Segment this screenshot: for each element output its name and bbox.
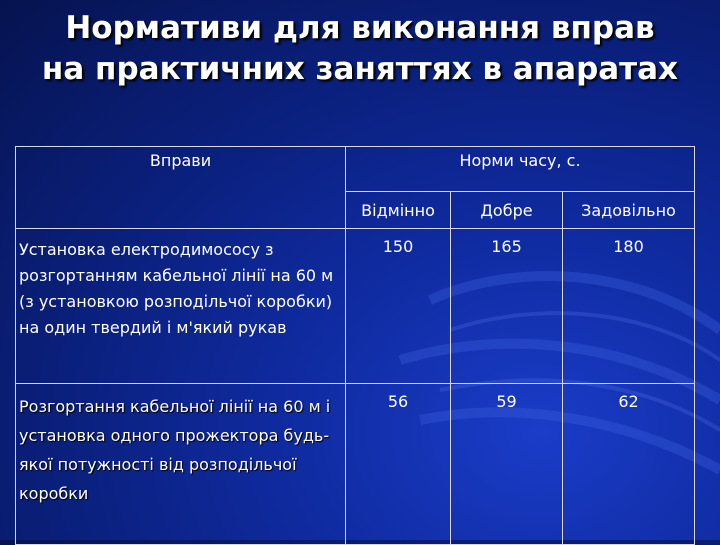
header-time-norms: Норми часу, с. [346,147,695,192]
header-exercises: Вправи [16,147,346,229]
table-header-row [16,147,695,192]
value-cell-excellent: 150 [346,229,451,384]
norms-table [15,146,695,545]
slide-title: Нормативи для виконання вправ на практичних заняттях в апаратах [41,10,679,87]
value-cell-satisfactory: 62 [563,384,695,545]
table-row [16,384,695,545]
value-cell-good: 59 [451,384,563,545]
exercise-cell: Установка електродимососу з розгортанням кабельної лінії на 60 м (з установкою розподільчої коробки) на один твердий і м'який рукав [16,229,346,384]
header-grade-good: Добре [451,192,563,229]
value-cell-satisfactory: 180 [563,229,695,384]
value-cell-good: 165 [451,229,563,384]
value-cell-excellent: 56 [346,384,451,545]
exercise-cell: Розгортання кабельної лінії на 60 м і установка одного прожектора будь-якої потужності від розподільчої коробки [16,384,346,545]
header-grade-satisfactory: Задовільно [563,192,695,229]
header-grade-excellent: Відмінно [346,192,451,229]
table-row [16,229,695,384]
